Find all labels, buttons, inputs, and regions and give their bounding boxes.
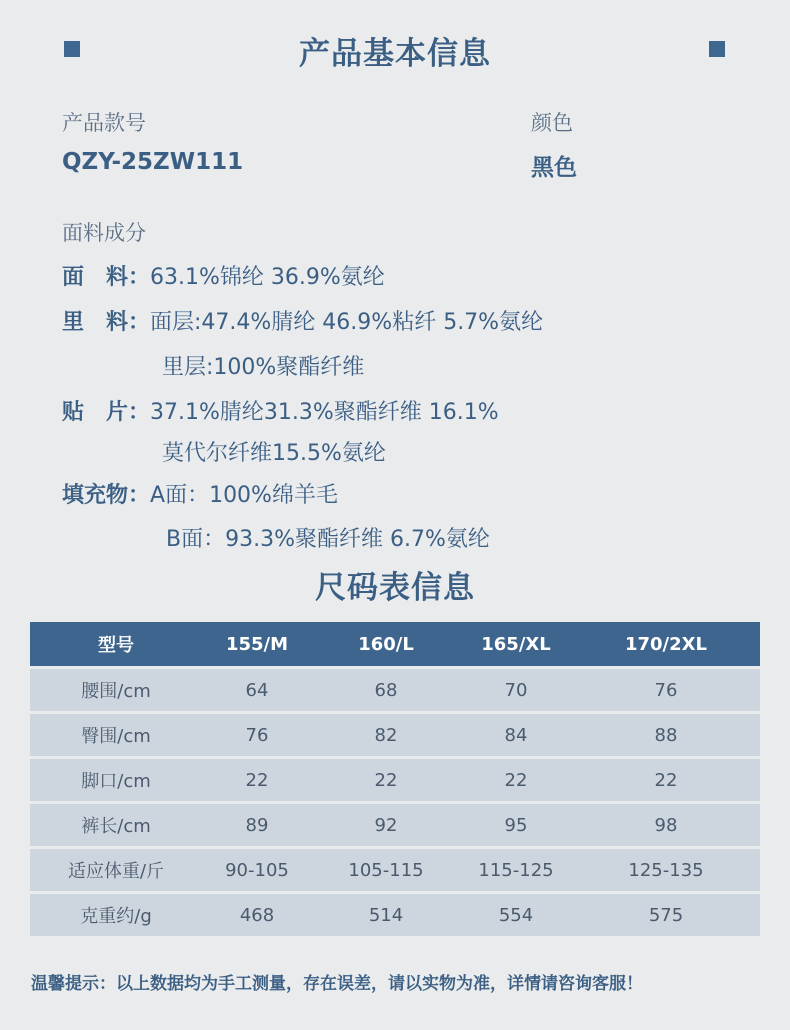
table-cell: 105-115	[312, 849, 460, 891]
table-cell: 22	[312, 759, 460, 801]
page-title: 产品基本信息	[299, 36, 491, 72]
header-155m: 155/M	[202, 622, 312, 666]
table-cell: 92	[312, 804, 460, 846]
row-label: 裤长/cm	[30, 804, 202, 846]
fabric-text-outer: 63.1%锦纶 36.9%氨纶	[150, 265, 385, 290]
header-model: 型号	[30, 622, 202, 666]
table-cell: 98	[572, 804, 760, 846]
table-cell: 64	[202, 669, 312, 711]
table-cell: 84	[460, 714, 572, 756]
row-label: 腰围/cm	[30, 669, 202, 711]
fabric-text-filling-b: B面：93.3%聚酯纤维 6.7%氨纶	[166, 527, 490, 552]
row-label: 脚口/cm	[30, 759, 202, 801]
header-160l: 160/L	[312, 622, 460, 666]
model-value: QZY-25ZW111	[62, 149, 244, 175]
table-cell: 76	[202, 714, 312, 756]
fabric-line-lining	[62, 305, 543, 336]
table-cell: 90-105	[202, 849, 312, 891]
footer-note: 温馨提示：以上数据均为手工测量，存在误差，请以实物为准，详情请咨询客服！	[31, 974, 643, 994]
table-row	[30, 894, 760, 936]
row-label: 适应体重/斤	[30, 849, 202, 891]
table-row	[30, 804, 760, 846]
table-cell: 22	[460, 759, 572, 801]
row-label: 克重约/g	[30, 894, 202, 936]
size-table-header-row	[30, 622, 760, 666]
color-value: 黑色	[531, 155, 577, 181]
fabric-line-patch-cont	[162, 436, 386, 467]
fabric-text-lining-inner: 里层:100%聚酯纤维	[162, 355, 365, 380]
table-cell: 70	[460, 669, 572, 711]
table-row	[30, 849, 760, 891]
header-165xl: 165/XL	[460, 622, 572, 666]
fabric-line-filling	[62, 478, 338, 509]
fabric-line-lining-inner	[162, 350, 364, 381]
fabric-line-patch	[62, 395, 499, 426]
table-cell: 22	[202, 759, 312, 801]
table-cell: 115-125	[460, 849, 572, 891]
fabric-section-label: 面料成分	[62, 221, 146, 245]
table-cell: 514	[312, 894, 460, 936]
table-cell: 468	[202, 894, 312, 936]
size-section-title: 尺码表信息	[315, 570, 475, 606]
table-cell: 95	[460, 804, 572, 846]
fabric-key-lining: 里 料：	[62, 310, 151, 335]
header-1702xl: 170/2XL	[572, 622, 760, 666]
fabric-line-outer	[62, 260, 385, 291]
fabric-key-outer: 面 料：	[62, 265, 151, 290]
table-row	[30, 714, 760, 756]
fabric-text-patch: 37.1%腈纶31.3%聚酯纤维 16.1%	[150, 400, 499, 425]
table-row	[30, 759, 760, 801]
color-label: 颜色	[531, 111, 573, 135]
table-cell: 88	[572, 714, 760, 756]
table-cell: 554	[460, 894, 572, 936]
table-cell: 82	[312, 714, 460, 756]
fabric-key-patch: 贴 片：	[62, 400, 151, 425]
fabric-key-filling: 填充物：	[62, 483, 151, 508]
fabric-line-filling-b	[166, 522, 490, 553]
fabric-text-lining-face: 面层:47.4%腈纶 46.9%粘纤 5.7%氨纶	[150, 310, 544, 335]
table-cell: 76	[572, 669, 760, 711]
fabric-text-filling-a: A面：100%绵羊毛	[150, 483, 338, 508]
table-row	[30, 669, 760, 711]
table-cell: 575	[572, 894, 760, 936]
size-table	[30, 619, 760, 939]
table-cell: 68	[312, 669, 460, 711]
row-label: 臀围/cm	[30, 714, 202, 756]
table-cell: 125-135	[572, 849, 760, 891]
table-cell: 89	[202, 804, 312, 846]
table-cell: 22	[572, 759, 760, 801]
model-label: 产品款号	[62, 111, 146, 135]
fabric-text-patch-cont: 莫代尔纤维15.5%氨纶	[162, 441, 386, 466]
